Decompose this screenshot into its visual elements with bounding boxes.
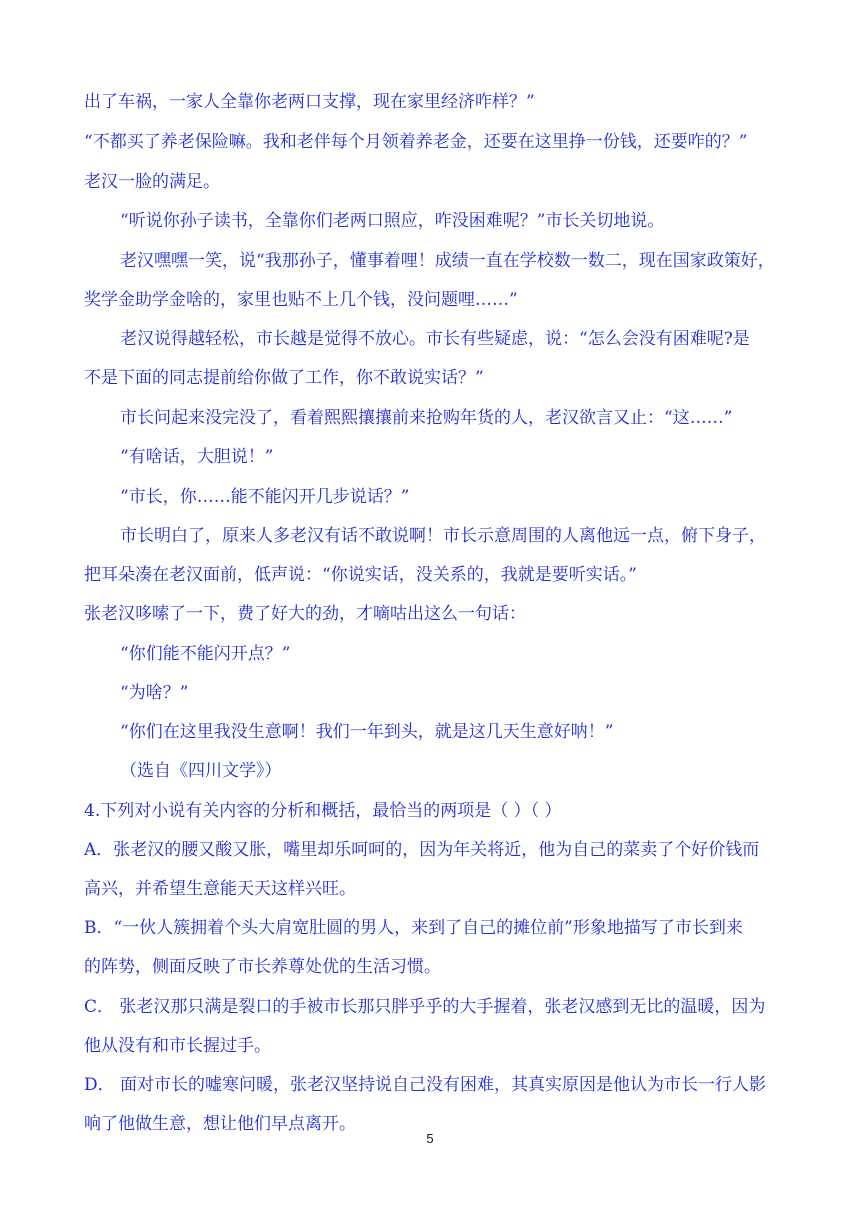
- text-line: “市长，你……能不能闪开几步说话？”: [120, 487, 410, 507]
- text-line: 老汉嘿嘿一笑，说“我那孙子，懂事着哩！成绩一直在学校数一数二，现在国家政策好，: [120, 251, 775, 271]
- option-c-line-2: 他从没有和市长握过手。: [84, 1036, 271, 1056]
- option-c-line-1: C． 张老汉那只满是裂口的手被市长那只胖乎乎的大手握着，张老汉感到无比的温暖，因为: [84, 997, 766, 1017]
- option-b-line-2: 的阵势，侧面反映了市长养尊处优的生活习惯。: [84, 957, 441, 977]
- option-b-line-1: B．“一伙人簇拥着个头大肩宽肚圆的男人，来到了自己的摊位前”形象地描写了市长到来: [84, 918, 743, 938]
- text-line: 不是下面的同志提前给你做了工作，你不敢说实话？”: [84, 368, 484, 388]
- page-number: 5: [426, 1131, 434, 1146]
- text-line: 把耳朵凑在老汉面前，低声说：“你说实话，没关系的，我就是要听实话。”: [84, 565, 637, 585]
- text-line: “你们能不能闪开点？”: [120, 644, 291, 664]
- option-a-line-1: A．张老汉的腰又酸又胀，嘴里却乐呵呵的，因为年关将近，他为自己的菜卖了个好价钱而: [84, 840, 760, 860]
- text-line: “不都买了养老保险嘛。我和老伴每个月领着养老金，还要在这里挣一份钱，还要咋的？”: [84, 132, 748, 152]
- text-line: 市长明白了，原来人多老汉有话不敢说啊！市长示意周围的人离他远一点，俯下身子，: [120, 526, 766, 546]
- text-line: 老汉说得越轻松，市长越是觉得不放心。市长有些疑虑，说：“怎么会没有困难呢?是: [120, 329, 750, 349]
- text-line: 老汉一脸的满足。: [84, 172, 220, 192]
- option-a-line-2: 高兴，并希望生意能天天这样兴旺。: [84, 879, 356, 899]
- text-line: 张老汉哆嗦了一下，费了好大的劲，才嘀咕出这么一句话：: [84, 604, 526, 624]
- question-stem: 4.下列对小说有关内容的分析和概括，最恰当的两项是（ ）（ ）: [84, 801, 562, 821]
- text-line: “你们在这里我没生意啊！我们一年到头，就是这几天生意好呐！”: [120, 722, 614, 742]
- option-d-line-1: D． 面对市长的嘘寒问暖，张老汉坚持说自己没有困难，其真实原因是他认为市长一行人影: [84, 1075, 767, 1095]
- text-line: “有啥话，大胆说！”: [120, 447, 274, 467]
- source-note: （选自《四川文学》）: [120, 761, 282, 781]
- option-d-line-2: 响了他做生意，想让他们早点离开。: [84, 1114, 356, 1134]
- text-line: 出了车祸，一家人全靠你老两口支撑，现在家里经济咋样？”: [84, 92, 535, 112]
- text-line: 市长问起来没完没了，看着熙熙攘攘前来抢购年货的人，老汉欲言又止：“这……”: [120, 408, 733, 428]
- text-line: “为啥？”: [120, 683, 189, 703]
- text-line: “听说你孙子读书，全靠你们老两口照应，咋没困难呢？”市长关切地说。: [120, 211, 665, 231]
- text-line: 奖学金助学金啥的，家里也贴不上几个钱，没问题哩……”: [84, 290, 518, 310]
